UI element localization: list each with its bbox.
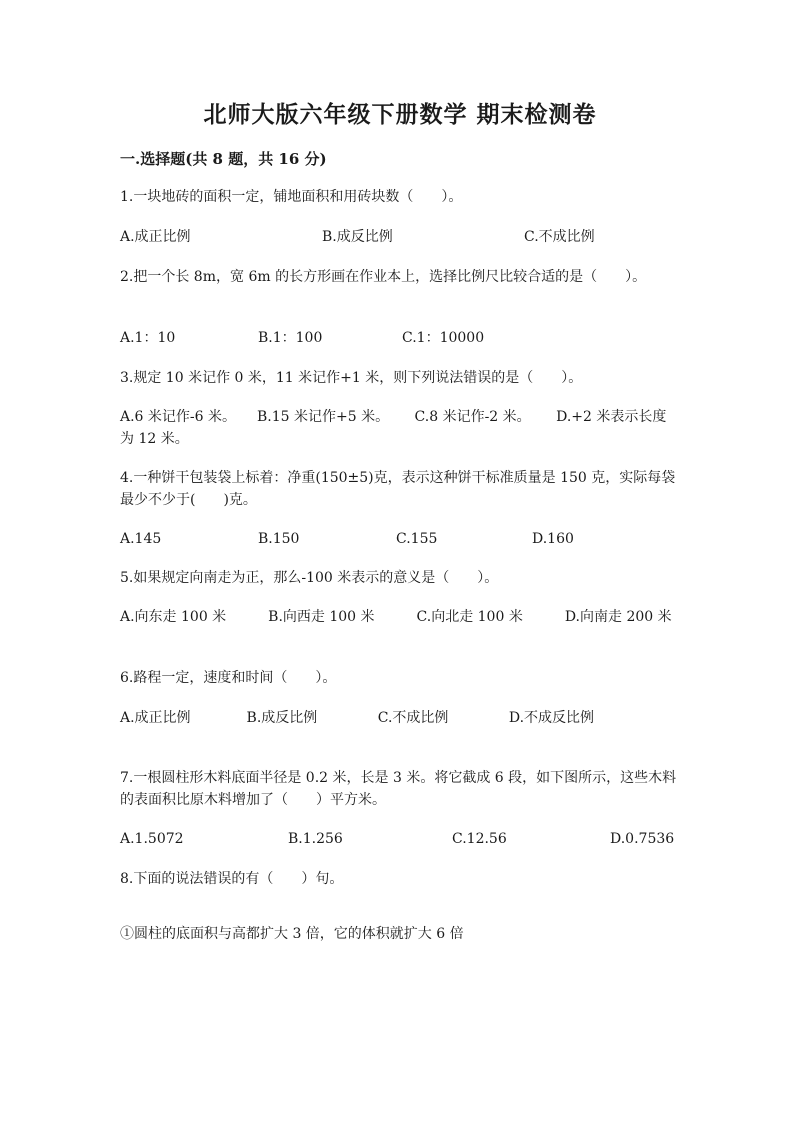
section-heading: 一.选择题(共 8 题，共 16 分): [120, 150, 327, 168]
question-5-stem: 5.如果规定向南走为正，那么-100 米表示的意义是（ ）。: [120, 570, 499, 586]
option-c: C.1：10000: [402, 330, 485, 346]
options-text: A.成正比例 B.成反比例 C.不成比例 D.不成反比例: [120, 710, 595, 726]
option-a: A.1：10: [120, 330, 176, 346]
option-c: C.不成比例: [524, 229, 595, 245]
options-text: A.6 米记作-6 米。 B.15 米记作+5 米。 C.8 米记作-2 米。 D.+2 米表示长度为 12 米。: [120, 409, 667, 447]
option-c: C.12.56: [452, 831, 507, 847]
question-7-stem: 7.一根圆柱形木料底面半径是 0.2 米，长是 3 米。将它截成 6 段，如下图所示，这些木料的表面积比原木料增加了（ ）平方米。: [120, 770, 677, 808]
page-title: 北师大版六年级下册数学 期末检测卷: [203, 101, 597, 128]
question-8-stem: 8.下面的说法错误的有（ ）句。: [120, 871, 344, 887]
question-3-stem: 3.规定 10 米记作 0 米，11 米记作+1 米，则下列说法错误的是（ ）。: [120, 370, 583, 386]
question-6-stem: 6.路程一定，速度和时间（ ）。: [120, 670, 337, 686]
option-d: D.0.7536: [610, 831, 675, 847]
question-8-statement: ①圆柱的底面积与高都扩大 3 倍，它的体积就扩大 6 倍: [120, 926, 464, 942]
options-text: A.向东走 100 米 B.向西走 100 米 C.向北走 100 米 D.向南走 200 米: [120, 609, 672, 625]
question-2-stem: 2.把一个长 8m，宽 6m 的长方形画在作业本上，选择比例尺比较合适的是（ ）。: [120, 269, 647, 285]
option-b: B.150: [258, 531, 300, 547]
option-a: A.1.5072: [120, 831, 184, 847]
option-d: D.160: [532, 531, 574, 547]
option-b: B.成反比例: [322, 229, 393, 245]
option-a: A.成正比例: [120, 229, 191, 245]
question-1-stem: 1.一块地砖的面积一定，铺地面积和用砖块数（ ）。: [120, 189, 463, 205]
option-c: C.155: [396, 531, 438, 547]
option-b: B.1.256: [288, 831, 343, 847]
question-4-stem: 4.一种饼干包装袋上标着：净重(150±5)克，表示这种饼干标准质量是 150 克，实际每袋最少不少于( )克。: [120, 470, 676, 508]
option-b: B.1：100: [258, 330, 323, 346]
option-a: A.145: [120, 531, 162, 547]
